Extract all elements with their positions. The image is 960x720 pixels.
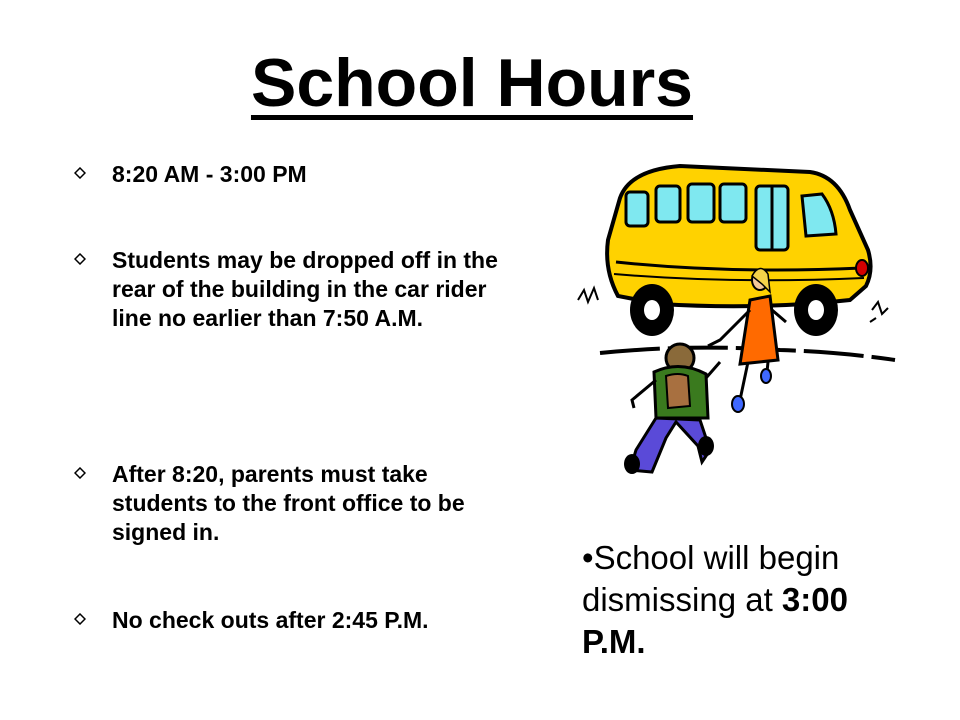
bullet-text: Students may be dropped off in the rear of the building in the car rider line no earlier than 7:50 A.M. [112, 247, 498, 331]
dismissal-text: School will begin dismissing at [582, 539, 840, 618]
bullet-item [70, 160, 520, 189]
bullet-text: After 8:20, parents must take students to the front office to be signed in. [112, 461, 465, 545]
slide-title [0, 42, 944, 124]
diamond-bullet-icon [74, 253, 86, 265]
bullet-text: 8:20 AM - 3:00 PM [112, 161, 307, 187]
diamond-bullet-icon [74, 467, 86, 479]
bullet-text: No check outs after 2:45 P.M. [112, 607, 429, 633]
bullet-item [70, 246, 520, 333]
dismissal-note [582, 537, 912, 663]
bullet-item [70, 606, 520, 635]
dismissal-bullet: • [582, 539, 594, 576]
diamond-bullet-icon [74, 613, 86, 625]
school-bus-illustration [570, 150, 900, 480]
dismissal-time: 3:00 P.M. [582, 581, 848, 660]
bullet-item [70, 460, 520, 547]
slide-title-text: School Hours [250, 45, 694, 121]
diamond-bullet-icon [74, 167, 86, 179]
